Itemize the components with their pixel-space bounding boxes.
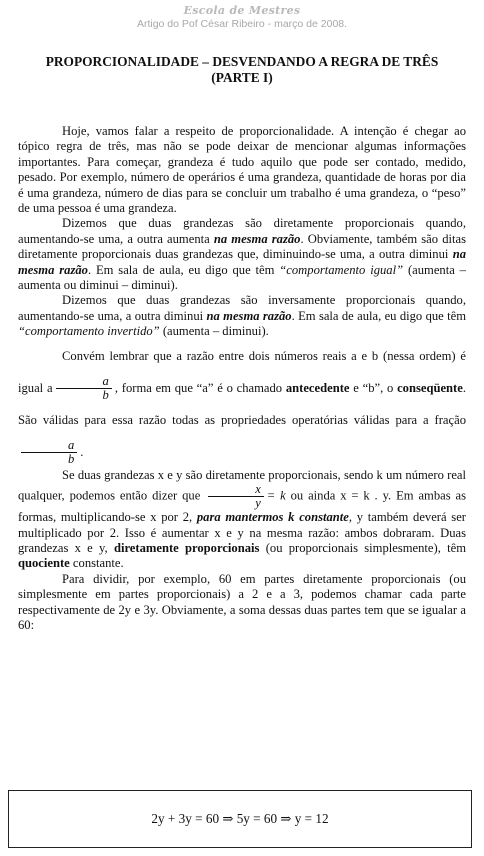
emphasis-text: na mesma razão [213, 231, 301, 246]
paragraph-inverse-proportion [18, 293, 466, 339]
italic-text: “comportamento igual” [279, 262, 404, 277]
paragraph-direct-proportion [18, 216, 466, 293]
bold-text: antecedente [285, 380, 350, 395]
text-run: constante. [69, 556, 124, 571]
text-run: Dizemos que duas grandezas são inversamente proporcionais quando, aumentando-se uma, a outra diminui [18, 293, 466, 323]
text-run: . Em sala de aula, eu digo que têm [291, 308, 467, 323]
text-run: (aumenta – diminui). [159, 324, 269, 339]
text-run: . São válidas para essa razão todas as propriedades operatórias válidas para a fração [18, 380, 466, 427]
bold-text: conseqüente [397, 380, 463, 395]
emphasis-text: para mantermos k constante [196, 510, 349, 525]
fraction-denominator: b [102, 388, 109, 403]
text-run: . [80, 444, 84, 459]
bold-text: quociente [18, 556, 70, 571]
paragraph-ratio [18, 340, 466, 468]
article-title: PROPORCIONALIDADE – DESVENDANDO A REGRA DE TRÊS (PARTE I) [45, 54, 439, 85]
italic-text: “comportamento invertido” [18, 324, 160, 339]
equation-text: 2y + 3y = 60 ⇒ 5y = 60 ⇒ y = 12 [151, 811, 329, 826]
text-run: (aumenta – aumenta ou diminui – diminui). [18, 262, 466, 293]
fraction-a-over-b [21, 439, 77, 466]
emphasis-text: na mesma razão [18, 247, 466, 277]
text-run: (ou proporcionais simplesmente), têm [259, 540, 467, 555]
text-run: Convém lembrar que a razão entre dois números reais a e b (nessa ordem) é igual a [18, 348, 466, 395]
text-run: , y também deverá ser multiplicado por 2. Isso é aumentar x e y na mesma razão: ambos dobraram. Duas grandezas x e y, [18, 510, 466, 555]
fraction-numerator: a [56, 375, 112, 389]
text-run: e “b”, o [349, 380, 398, 395]
paragraph-divide-example: Para dividir, por exemplo, 60 em partes diretamente proporcionais (ou simplesmente em partes proporcionais) a 2 e a 3, podemos chamar cada parte respectivamente de 2y e 3y. Obviamente, a soma dessas duas partes tem que se igualar a 60: [18, 571, 466, 632]
text-run: Dizemos que duas grandezas são diretamente proporcionais quando, aumentando-se uma, a outra aumenta [18, 216, 466, 246]
fraction-x-over-y [208, 483, 264, 510]
fraction-a-over-b [56, 375, 112, 402]
text-run: ou ainda x = k . y. Em ambas as formas, multiplicando-se x por 2, [18, 488, 466, 525]
fraction-denominator: b [68, 452, 75, 467]
fraction-numerator: a [21, 439, 77, 453]
equation-box [8, 790, 472, 848]
text-run: . Em sala de aula, eu digo que têm [87, 262, 280, 277]
bold-text: diretamente proporcionais [113, 540, 260, 555]
text-run: . Obviamente, também são ditas diretamente proporcionais duas grandezas que, diminuindo-se uma, a outra diminui [18, 231, 466, 262]
equation-rhs: = k [266, 488, 286, 503]
emphasis-text: na mesma razão [206, 308, 292, 323]
paragraph-constant-k [18, 468, 466, 572]
brand-logo-text: Escola de Mestres [183, 4, 301, 17]
fraction-numerator: x [208, 483, 264, 497]
fraction-denominator: y [255, 496, 261, 511]
author-byline: Artigo do Pof César Ribeiro - março de 2008. [136, 18, 348, 30]
paragraph-grandeza: Hoje, vamos falar a respeito de proporcionalidade. A intenção é chegar ao tópico regra de três, mas não se pode deixar de mencionar algumas informações importantes. Para começar, grandeza é tudo aquilo que pode ser contado, medido, pesado. Por exemplo, número de operários é uma grandeza, quantidade de horas por dia é uma grandeza, número de dias para se concluir um trabalho é uma grandeza, o “peso” de uma pessoa é uma grandeza. [18, 124, 466, 216]
text-run: , forma em que “a” é o chamado [114, 380, 286, 395]
page-header [0, 4, 484, 31]
article-body [18, 124, 466, 633]
text-run: Se duas grandezas x e y são diretamente proporcionais, sendo k um número real qualquer, podemos então dizer que [18, 467, 466, 503]
